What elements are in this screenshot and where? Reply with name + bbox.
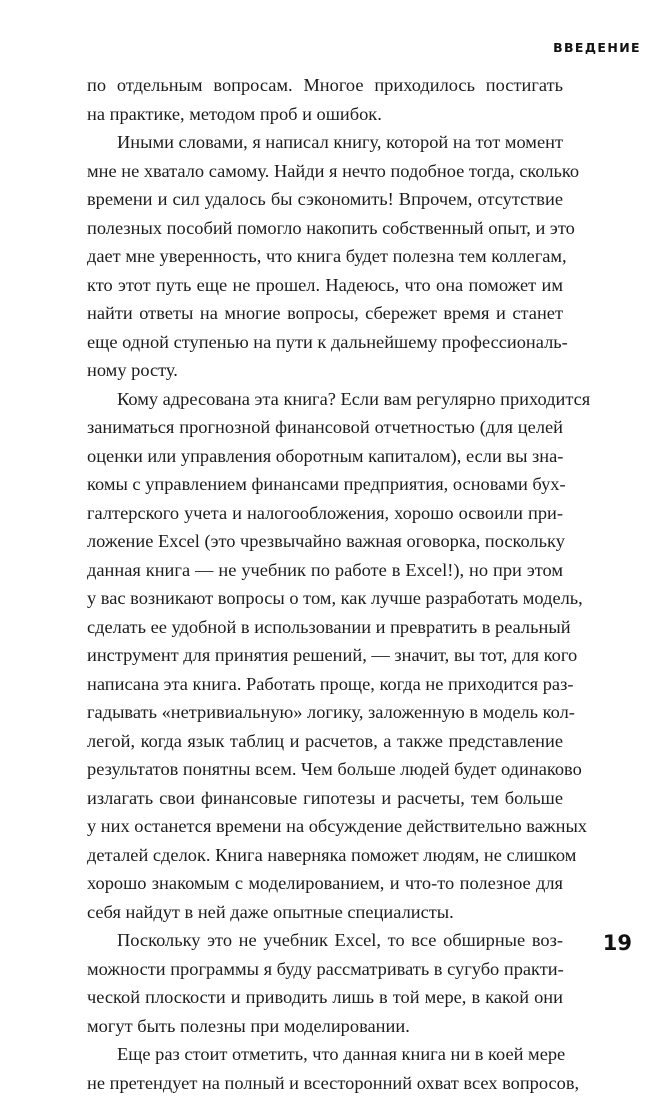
text-line: сделать ее удобной в использовании и превратить в реальный	[87, 613, 563, 642]
text-line: написана эта книга. Работать проще, когда не приходится раз-	[87, 670, 563, 699]
paragraph	[87, 128, 563, 385]
text-line: себя найдут в ней даже опытные специалисты.	[87, 898, 563, 927]
text-line: данная книга — не учебник по работе в Excel!), но при этом	[87, 556, 563, 585]
text-line: Кому адресована эта книга? Если вам регулярно приходится	[87, 385, 563, 414]
text-line: можности программы я буду рассматривать в сугубо практи-	[87, 955, 563, 984]
text-line: инструмент для принятия решений, — значит, вы тот, для кого	[87, 641, 563, 670]
text-line: по отдельным вопросам. Многое приходилось постигать	[87, 71, 563, 100]
page-body-text	[87, 71, 563, 1097]
page-number: 19	[603, 931, 632, 955]
paragraph	[87, 385, 563, 927]
text-line: легой, когда язык таблиц и расчетов, а также представление	[87, 727, 563, 756]
paragraph	[87, 1040, 563, 1097]
text-line: деталей сделок. Книга наверняка поможет людям, не слишком	[87, 841, 563, 870]
running-head-section-title: ВВЕДЕНИЕ	[553, 40, 641, 55]
text-line: Иными словами, я написал книгу, которой на тот момент	[87, 128, 563, 157]
text-line: кто этот путь еще не прошел. Надеюсь, что она поможет им	[87, 271, 563, 300]
text-line: на практике, методом проб и ошибок.	[87, 100, 563, 129]
text-line: у вас возникают вопросы о том, как лучше разработать модель,	[87, 584, 563, 613]
text-line: Еще раз стоит отметить, что данная книга ни в коей мере	[87, 1040, 563, 1069]
text-line: Поскольку это не учебник Excel, то все обширные воз-	[87, 926, 563, 955]
text-line: времени и сил удалось бы сэкономить! Впрочем, отсутствие	[87, 185, 563, 214]
text-line: у них останется времени на обсуждение действительно важных	[87, 812, 563, 841]
text-line: ложение Excel (это чрезвычайно важная оговорка, поскольку	[87, 527, 563, 556]
text-line: еще одной ступенью на пути к дальнейшему профессиональ-	[87, 328, 563, 357]
text-line: мне не хватало самому. Найди я нечто подобное тогда, сколько	[87, 157, 563, 186]
text-line: оценки или управления оборотным капиталом), если вы зна-	[87, 442, 563, 471]
paragraph	[87, 926, 563, 1040]
text-line: ческой плоскости и приводить лишь в той мере, в какой они	[87, 983, 563, 1012]
text-line: дает мне уверенность, что книга будет полезна тем коллегам,	[87, 242, 563, 271]
text-line: галтерского учета и налогообложения, хорошо освоили при-	[87, 499, 563, 528]
text-line: излагать свои финансовые гипотезы и расчеты, тем больше	[87, 784, 563, 813]
text-line: ному росту.	[87, 356, 563, 385]
text-line: могут быть полезны при моделировании.	[87, 1012, 563, 1041]
paragraph	[87, 71, 563, 128]
text-line: не претендует на полный и всесторонний охват всех вопросов,	[87, 1069, 563, 1097]
text-line: хорошо знакомым с моделированием, и что-то полезное для	[87, 869, 563, 898]
text-line: найти ответы на многие вопросы, сбережет время и станет	[87, 299, 563, 328]
text-line: результатов понятны всем. Чем больше людей будет одинаково	[87, 755, 563, 784]
text-line: заниматься прогнозной финансовой отчетностью (для целей	[87, 413, 563, 442]
text-line: полезных пособий помогло накопить собственный опыт, и это	[87, 214, 563, 243]
text-line: гадывать «нетривиальную» логику, заложенную в модель кол-	[87, 698, 563, 727]
text-line: комы с управлением финансами предприятия, основами бух-	[87, 470, 563, 499]
